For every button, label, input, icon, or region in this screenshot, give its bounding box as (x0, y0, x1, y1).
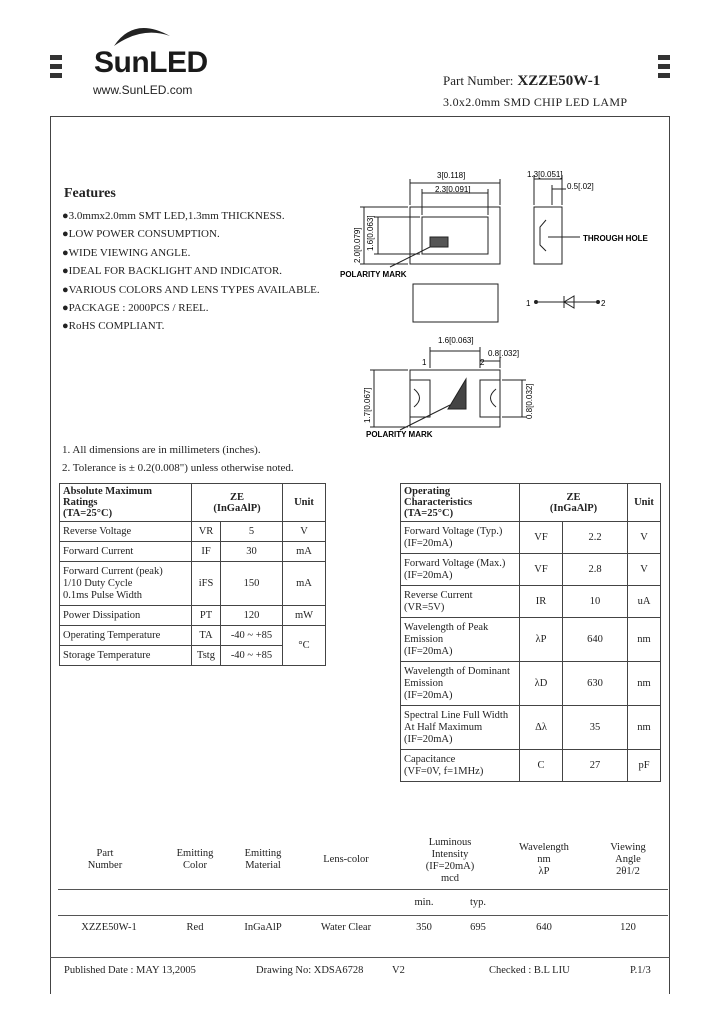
bottom-view (370, 347, 526, 430)
pad-pin1-label: 1 (422, 358, 427, 367)
dim-inner-height: 1.6[0.063] (366, 215, 375, 251)
feature-item: ●LOW POWER CONSUMPTION. (62, 228, 220, 241)
page-number: P.1/3 (630, 965, 651, 976)
note-item: 2. Tolerance is ± 0.2(0.008") unless otherwise noted. (62, 462, 294, 474)
table-row: Forward Current (peak) 1/10 Duty Cycle 0.1ms Pulse Width iFS 150 mA (60, 562, 326, 606)
op-char-unit-header: Unit (628, 484, 661, 522)
checked-by: Checked : B.L LIU (489, 965, 570, 976)
company-logo: SunLED (94, 46, 208, 79)
dim-pad-small: 0.8[.032] (488, 349, 520, 358)
features-list (62, 207, 320, 336)
col-min-header: min. (414, 897, 434, 908)
table-row: Spectral Line Full Width At Half Maximum (IF=20mA) Δλ 35 nm (401, 706, 661, 750)
dim-height: 2.0[0.079] (353, 227, 362, 263)
left-bar-icon (50, 64, 62, 69)
feature-item: ●WIDE VIEWING ANGLE. (62, 246, 191, 259)
row-part: XZZE50W-1 (81, 922, 137, 933)
dim-inner-width: 2.3[0.091] (435, 185, 471, 194)
through-hole-label: THROUGH HOLE (583, 234, 648, 243)
features-title: Features (64, 186, 116, 201)
top-view (360, 179, 500, 267)
polarity-mark-label: POLARITY MARK (340, 270, 407, 279)
feature-item: ●PACKAGE : 2000PCS / REEL. (62, 302, 209, 315)
row-typ: 695 (470, 922, 486, 933)
diode-symbol-icon (535, 296, 600, 308)
feature-item: ●IDEAL FOR BACKLIGHT AND INDICATOR. (62, 265, 283, 278)
col-material-header: Emitting Material (244, 848, 282, 871)
pin2-label: 2 (601, 299, 606, 308)
right-bar-icon (658, 55, 670, 60)
op-char-table (400, 483, 661, 782)
feature-item: ●RoHS COMPLIANT. (62, 320, 165, 333)
dim-pad-width: 1.6[0.063] (438, 336, 474, 345)
right-bar-icon (658, 73, 670, 78)
col-part-header: Part Number (87, 848, 123, 871)
op-char-header: Operating Characteristics (TA=25°C) (401, 484, 520, 522)
package-profile (413, 284, 498, 322)
table-row: Reverse Voltage VR 5 V (60, 522, 326, 542)
drawing-number: Drawing No: XDSA6728 (256, 965, 364, 976)
package-drawing (330, 165, 665, 445)
divider (58, 915, 668, 916)
dim-side-small: 0.5[.02] (567, 182, 594, 191)
col-typ-header: typ. (469, 897, 487, 908)
part-number-line (443, 73, 600, 90)
pad-pin2-label: 2 (480, 358, 485, 367)
selection-guide (58, 833, 668, 943)
row-min: 350 (416, 922, 432, 933)
polarity-block (430, 237, 448, 247)
row-lens: Water Clear (320, 922, 372, 933)
table-row: Capacitance (VF=0V, f=1MHz) C 27 pF (401, 750, 661, 782)
pad-left (410, 380, 430, 417)
side-outline (534, 207, 562, 264)
polarity-mark-bottom-label: POLARITY MARK (366, 430, 433, 439)
table-row: Forward Voltage (Typ.) (IF=20mA) VF 2.2 V (401, 522, 661, 554)
row-wave: 640 (536, 922, 552, 933)
table-row: Operating Temperature TA -40 ~ +85 °C (60, 626, 326, 646)
left-bar-icon (50, 73, 62, 78)
footer-divider (50, 957, 670, 958)
abs-max-ze-header: ZE (InGaAlP) (192, 484, 283, 522)
dim-width: 3[0.118] (437, 171, 466, 180)
table-row: Wavelength of Dominant Emission (IF=20mA) λD 630 nm (401, 662, 661, 706)
col-color-header: Emitting Color (176, 848, 214, 871)
col-wave-header: Wavelength nm λP (519, 842, 569, 877)
pin1-label: 1 (526, 299, 531, 308)
table-row: Wavelength of Peak Emission (IF=20mA) λP 640 nm (401, 618, 661, 662)
polarity-triangle (448, 379, 466, 409)
abs-max-unit-header: Unit (283, 484, 326, 522)
left-bar-icon (50, 55, 62, 60)
table-row: Forward Voltage (Max.) (IF=20mA) VF 2.8 V (401, 554, 661, 586)
pad-right (480, 380, 500, 417)
feature-item: ●VARIOUS COLORS AND LENS TYPES AVAILABLE. (62, 283, 320, 296)
product-description: 3.0x2.0mm SMD CHIP LED LAMP (443, 95, 628, 109)
package-outline (410, 207, 500, 264)
version: V2 (392, 965, 405, 976)
dim-pad-height2: 0.8[0.032] (525, 383, 534, 419)
part-number: XZZE50W-1 (517, 73, 601, 89)
abs-max-table (59, 483, 326, 666)
table-row: Power Dissipation PT 120 mW (60, 606, 326, 626)
divider (58, 889, 668, 890)
row-material: InGaAlP (244, 922, 282, 933)
package-inner (422, 217, 488, 254)
col-angle-header: Viewing Angle 2θ1/2 (610, 842, 646, 877)
table-row: Forward Current IF 30 mA (60, 542, 326, 562)
dim-pad-height: 1.7[0.067] (363, 387, 372, 423)
part-number-label: Part Number: (443, 73, 514, 88)
row-angle: 120 (620, 922, 636, 933)
row-color: Red (186, 922, 204, 933)
table-row: Reverse Current (VR=5V) IR 10 uA (401, 586, 661, 618)
col-lens-header: Lens-color (323, 854, 369, 865)
col-lum-header: Luminous Intensity (IF=20mA) mcd (425, 837, 475, 884)
op-char-ze-header: ZE (InGaAlP) (520, 484, 628, 522)
company-website[interactable]: www.SunLED.com (93, 83, 193, 97)
table-row: Storage Temperature Tstg -40 ~ +85 (60, 646, 326, 666)
note-item: 1. All dimensions are in millimeters (inches). (62, 444, 261, 456)
right-bar-icon (658, 64, 670, 69)
dim-side-depth: 1.3[0.051] (527, 170, 563, 179)
abs-max-header: Absolute Maximum Ratings (TA=25°C) (60, 484, 192, 522)
notes-list (62, 441, 294, 477)
published-date: Published Date : MAY 13,2005 (64, 965, 196, 976)
feature-item: ●3.0mmx2.0mm SMT LED,1.3mm THICKNESS. (62, 210, 285, 222)
